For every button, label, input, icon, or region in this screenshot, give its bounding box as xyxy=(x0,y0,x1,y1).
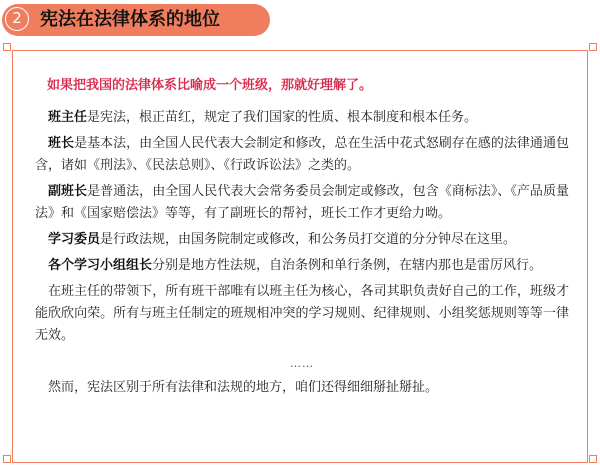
paragraph-text: 在班主任的带领下，所有班干部唯有以班主任为核心，各司其职负责好自己的工作，班级才能欣欣向荣。所有与班主任制定的班规相冲突的学习规则、纪律规则、小组奖惩规则等等一律无效。 xyxy=(35,284,569,343)
frame-corner-bottom-left xyxy=(3,455,11,463)
section-title: 宪法在法律体系的地位 xyxy=(40,9,220,30)
intro-sentence: 如果把我国的法律体系比喻成一个班级，那就好理解了。 xyxy=(47,78,373,93)
ellipsis-divider: …… xyxy=(290,357,314,370)
frame-corner-top-left xyxy=(3,43,11,51)
paragraph-study-committee xyxy=(35,229,569,251)
frame-corner-bottom-right xyxy=(589,455,597,463)
article-body xyxy=(35,75,569,403)
paragraph-text: 是行政法规，由国务院制定或修改，和公务员打交道的分分钟尽在这里。 xyxy=(100,232,517,247)
paragraph-vice-monitor xyxy=(35,181,569,225)
term-label: 班长 xyxy=(48,136,75,151)
term-label: 副班长 xyxy=(48,184,88,199)
paragraph-text: 是宪法，根正苗红，规定了我们国家的性质、根本制度和根本任务。 xyxy=(87,110,478,125)
paragraph-class-monitor xyxy=(35,133,569,177)
paragraph-class-teacher xyxy=(35,107,569,129)
section-header xyxy=(2,4,270,36)
paragraph-text: 分别是地方性法规，自治条例和单行条例，在辖内那也是雷厉风行。 xyxy=(152,258,543,273)
paragraph-group-leaders xyxy=(35,255,569,277)
frame-corner-top-right xyxy=(589,43,597,51)
term-label: 班主任 xyxy=(48,110,88,125)
paragraph-text: 是基本法，由全国人民代表大会制定和修改，总在生活中花式怒刷存在感的法律通通包含，诸如《刑法》、《民法总则》、《行政诉讼法》之类的。 xyxy=(35,136,569,173)
term-label: 各个学习小组组长 xyxy=(48,258,153,273)
section-number-badge: 2 xyxy=(5,7,29,31)
paragraph-closing: 然而，宪法区别于所有法律和法规的地方，咱们还得细细掰扯掰扯。 xyxy=(48,380,439,395)
term-label: 学习委员 xyxy=(48,232,101,247)
paragraph-summary xyxy=(35,281,569,347)
paragraph-text: 是普通法，由全国人民代表大会常务委员会制定或修改，包含《商标法》、《产品质量法》和《国家赔偿法》等等，有了副班长的帮衬，班长工作才更给力呦。 xyxy=(35,184,569,221)
